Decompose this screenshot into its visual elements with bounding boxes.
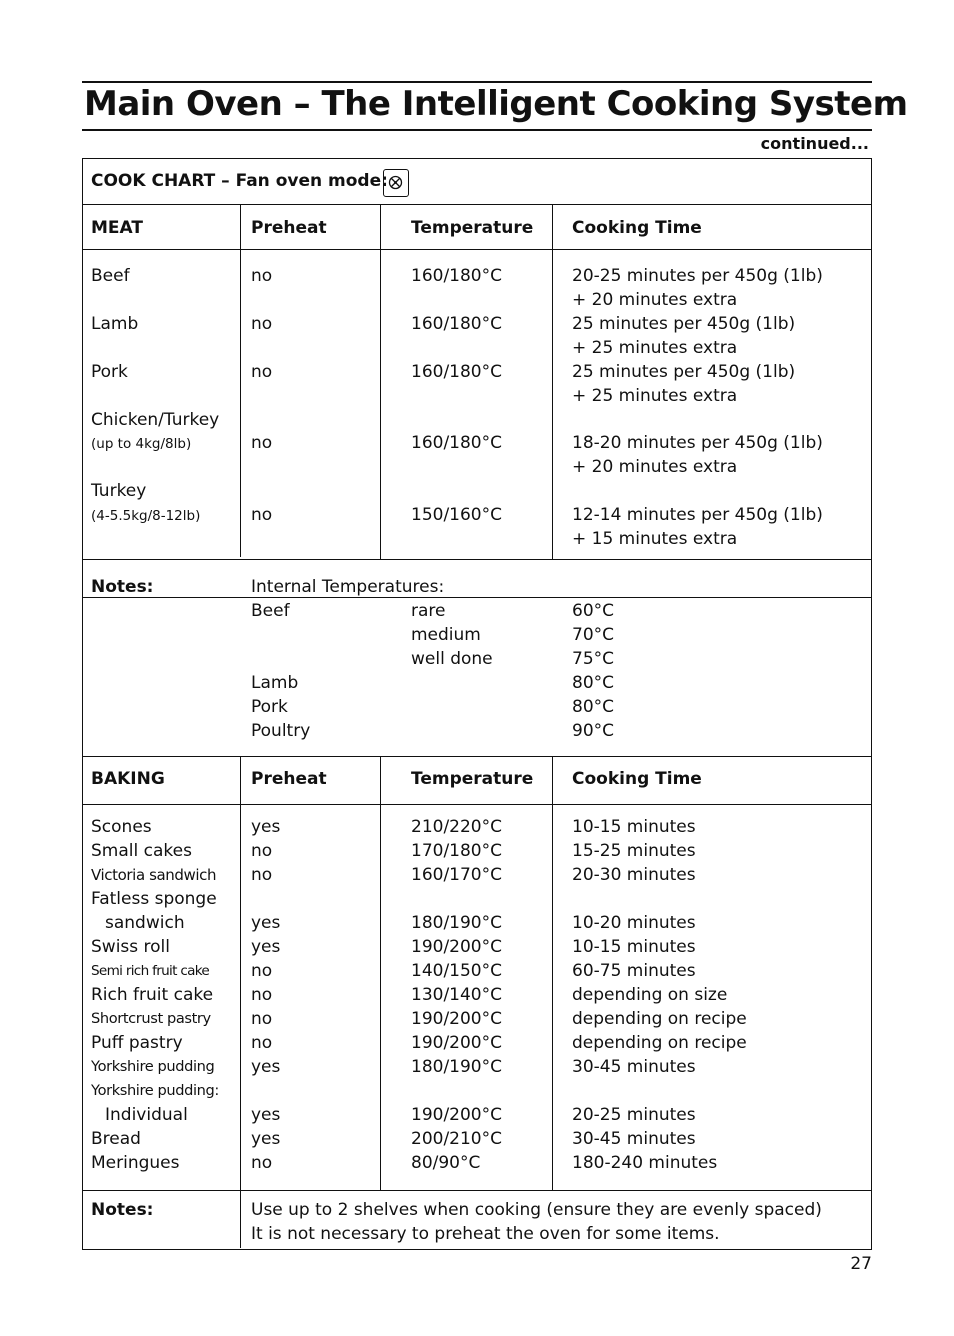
meat-preheat: no [251, 505, 273, 525]
baking-item: Fatless sponge [91, 889, 217, 909]
baking-temperature: 190/200°C [411, 937, 502, 957]
baking-item-continued: Individual [105, 1105, 188, 1125]
baking-item: Rich fruit cake [91, 985, 214, 1005]
notes-label: Notes: [91, 577, 154, 597]
notes-temperature: 70°C [572, 625, 615, 645]
meat-time: 12-14 minutes per 450g (1lb) [572, 505, 823, 525]
meat-item: Turkey [91, 481, 147, 501]
baking-note-line: Use up to 2 shelves when cooking (ensure they are evenly spaced) [251, 1200, 822, 1220]
baking-time: 20-25 minutes [572, 1105, 696, 1125]
column-divider [380, 756, 381, 1190]
fan-oven-icon [383, 169, 409, 197]
notes-doneness: well done [411, 649, 493, 669]
meat-item: Chicken/Turkey [91, 410, 220, 430]
meat-time: 20-25 minutes per 450g (1lb) [572, 266, 823, 286]
divider [83, 204, 871, 205]
baking-preheat: no [251, 1009, 273, 1029]
baking-time: 10-15 minutes [572, 817, 696, 837]
page-title: Main Oven – The Intelligent Cooking System [84, 84, 908, 124]
title-underline [82, 129, 872, 131]
notes-temperature: 80°C [572, 673, 615, 693]
meat-weight-note: (up to 4kg/8lb) [91, 436, 192, 452]
baking-temperature: 190/200°C [411, 1033, 502, 1053]
divider [83, 597, 871, 598]
baking-time: 20-30 minutes [572, 865, 696, 885]
baking-item: Semi rich fruit cake [91, 963, 210, 979]
divider [83, 804, 871, 805]
chart-heading: COOK CHART – Fan oven mode: [91, 171, 388, 191]
meat-time-extra: + 15 minutes extra [572, 529, 738, 549]
baking-preheat: no [251, 961, 273, 981]
baking-preheat: yes [251, 1057, 281, 1077]
meat-temperature: 160/180°C [411, 314, 502, 334]
temperature-header: Temperature [411, 218, 534, 238]
baking-time: 60-75 minutes [572, 961, 696, 981]
baking-item: Yorkshire pudding [91, 1058, 215, 1075]
meat-item: Pork [91, 362, 128, 382]
meat-time-extra: + 20 minutes extra [572, 457, 738, 477]
baking-item: Puff pastry [91, 1033, 183, 1053]
baking-item: Victoria sandwich [91, 866, 217, 884]
baking-preheat: yes [251, 1129, 281, 1149]
meat-temperature: 160/180°C [411, 266, 502, 286]
column-divider [552, 756, 553, 1190]
temperature-header: Temperature [411, 769, 534, 789]
meat-header: MEAT [91, 218, 143, 238]
baking-temperature: 180/190°C [411, 913, 502, 933]
divider [83, 1190, 871, 1191]
baking-time: 10-15 minutes [572, 937, 696, 957]
baking-temperature: 190/200°C [411, 1105, 502, 1125]
meat-time-extra: + 25 minutes extra [572, 386, 738, 406]
baking-preheat: no [251, 1153, 273, 1173]
notes-label: Notes: [91, 1200, 154, 1220]
divider [83, 559, 871, 560]
baking-preheat: no [251, 985, 273, 1005]
meat-time: 25 minutes per 450g (1lb) [572, 314, 796, 334]
column-divider [240, 756, 241, 1248]
meat-time: 18-20 minutes per 450g (1lb) [572, 433, 823, 453]
meat-preheat: no [251, 362, 273, 382]
baking-temperature: 210/220°C [411, 817, 502, 837]
page-number: 27 [850, 1254, 872, 1274]
cook-chart [82, 158, 872, 1250]
baking-preheat: no [251, 1033, 273, 1053]
column-divider [380, 204, 381, 559]
meat-item: Lamb [91, 314, 139, 334]
column-divider [552, 204, 553, 559]
baking-item: Yorkshire pudding: [91, 1082, 219, 1099]
meat-time-extra: + 20 minutes extra [572, 290, 738, 310]
baking-time: 30-45 minutes [572, 1057, 696, 1077]
baking-item: Small cakes [91, 841, 192, 861]
meat-time: 25 minutes per 450g (1lb) [572, 362, 796, 382]
meat-temperature: 150/160°C [411, 505, 502, 525]
notes-meat: Lamb [251, 673, 299, 693]
meat-temperature: 160/180°C [411, 362, 502, 382]
top-rule [82, 81, 872, 83]
baking-preheat: no [251, 865, 273, 885]
baking-item: Bread [91, 1129, 141, 1149]
baking-preheat: yes [251, 817, 281, 837]
baking-item: Scones [91, 817, 152, 837]
baking-item: Meringues [91, 1153, 180, 1173]
baking-item: Shortcrust pastry [91, 1010, 211, 1027]
baking-time: depending on size [572, 985, 728, 1005]
meat-preheat: no [251, 314, 273, 334]
preheat-header: Preheat [251, 218, 327, 238]
baking-preheat: yes [251, 937, 281, 957]
notes-meat: Poultry [251, 721, 311, 741]
baking-temperature: 80/90°C [411, 1153, 481, 1173]
baking-temperature: 190/200°C [411, 1009, 502, 1029]
divider [83, 249, 871, 250]
baking-temperature: 170/180°C [411, 841, 502, 861]
notes-temperature: 80°C [572, 697, 615, 717]
baking-note-line: It is not necessary to preheat the oven for some items. [251, 1224, 720, 1244]
baking-item: Swiss roll [91, 937, 170, 957]
baking-temperature: 140/150°C [411, 961, 502, 981]
baking-temperature: 160/170°C [411, 865, 502, 885]
cooking-time-header: Cooking Time [572, 218, 702, 238]
baking-header: BAKING [91, 769, 165, 789]
notes-meat: Pork [251, 697, 288, 717]
baking-time: 30-45 minutes [572, 1129, 696, 1149]
continued-label: continued... [760, 134, 869, 153]
meat-preheat: no [251, 266, 273, 286]
internal-temperatures-heading: Internal Temperatures: [251, 577, 445, 597]
column-divider [240, 204, 241, 557]
divider [83, 756, 871, 757]
notes-doneness: medium [411, 625, 481, 645]
baking-time: 15-25 minutes [572, 841, 696, 861]
cooking-time-header: Cooking Time [572, 769, 702, 789]
baking-temperature: 130/140°C [411, 985, 502, 1005]
notes-doneness: rare [411, 601, 446, 621]
preheat-header: Preheat [251, 769, 327, 789]
baking-temperature: 200/210°C [411, 1129, 502, 1149]
baking-time: 10-20 minutes [572, 913, 696, 933]
baking-item-continued: sandwich [105, 913, 185, 933]
meat-preheat: no [251, 433, 273, 453]
meat-weight-note: (4-5.5kg/8-12lb) [91, 508, 201, 524]
notes-temperature: 60°C [572, 601, 615, 621]
notes-temperature: 75°C [572, 649, 615, 669]
meat-time-extra: + 25 minutes extra [572, 338, 738, 358]
notes-meat: Beef [251, 601, 290, 621]
baking-time: depending on recipe [572, 1009, 747, 1029]
baking-preheat: yes [251, 913, 281, 933]
meat-temperature: 160/180°C [411, 433, 502, 453]
baking-preheat: yes [251, 1105, 281, 1125]
baking-preheat: no [251, 841, 273, 861]
baking-time: depending on recipe [572, 1033, 747, 1053]
baking-time: 180-240 minutes [572, 1153, 718, 1173]
notes-temperature: 90°C [572, 721, 615, 741]
baking-temperature: 180/190°C [411, 1057, 502, 1077]
meat-item: Beef [91, 266, 130, 286]
